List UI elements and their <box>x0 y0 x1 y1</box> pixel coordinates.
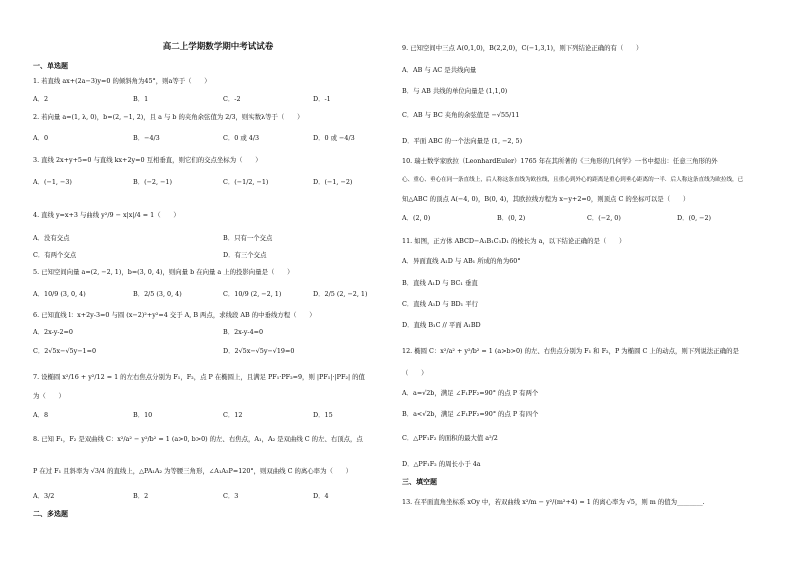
q7-option-a: A．8 <box>33 411 49 419</box>
q11-option-c: C．直线 A₁D 与 BD₁ 平行 <box>402 300 479 308</box>
q5-option-b: B．2/5 (3, 0, 4) <box>133 290 182 298</box>
q9-option-b: B．与 AB 共线的单位向量是 (1,1,0) <box>402 87 508 95</box>
question-9: 9. 已知空间中三点 A(0,1,0)，B(2,2,0)，C(−1,3,1)，则下列结论正确的有（ ） <box>402 44 643 52</box>
question-12-cont: （ ） <box>402 369 428 377</box>
question-3: 3. 直线 2x+y+5=0 与直线 kx+2y=0 互相垂直，则它们的交点坐标为（ ） <box>33 156 262 164</box>
q8-option-d: D．4 <box>313 492 329 500</box>
question-13: 13. 在平面直角坐标系 xOy 中，若双曲线 x²/m − y²/(m²+4) = 1 的离心率为 √5，则 m 的值为________. <box>402 498 705 506</box>
q3-option-b: B．(−2, −1) <box>133 178 172 186</box>
q2-option-c: C．0 或 4/3 <box>223 134 260 142</box>
section-single-choice: 一、单选题 <box>33 61 68 70</box>
q12-option-d: D．△PF₁F₂ 的周长小于 4a <box>402 460 481 468</box>
question-1: 1. 若直线 ax+(2a−3)y=0 的倾斜角为45°，则a等于（ ） <box>33 77 211 85</box>
q10-option-b: B．(0, 2) <box>497 214 526 222</box>
q2-option-b: B．−4/3 <box>133 134 160 142</box>
q4-option-c: C．有两个交点 <box>33 251 77 259</box>
q7-option-b: B．10 <box>133 411 153 419</box>
q12-option-b: B．a<√2b，满足 ∠F₁PF₂=90° 的点 P 有四个 <box>402 410 539 418</box>
question-8-cont: P 在过 F₁ 且斜率为 √3/4 的直线上，△PA₁A₂ 为等腰三角形，∠A₁A₂P=120°，则双曲线 C 的离心率为（ ） <box>33 467 353 475</box>
q11-option-b: B．直线 A₁D 与 BC₁ 垂直 <box>402 279 478 287</box>
q2-option-a: A．0 <box>33 134 49 142</box>
question-2: 2. 若向量 a=(1, λ, 0)，b=(2, −1, 2)，且 a 与 b 的夹角余弦值为 2/3，则实数λ等于（ ） <box>33 113 304 121</box>
q1-option-c: C．-2 <box>223 95 241 103</box>
q12-option-c: C．△PF₁F₂ 的面积的最大值 a²/2 <box>402 434 498 442</box>
q4-option-d: D．有三个交点 <box>223 251 267 259</box>
q6-option-d: D．2√5x−√5y−√19=0 <box>223 347 295 355</box>
q7-option-c: C．12 <box>223 411 243 419</box>
q11-option-a: A．异面直线 A₁D 与 AB₁ 所成的角为60° <box>402 257 521 265</box>
q4-option-b: B．只有一个交点 <box>223 234 273 242</box>
q8-option-a: A．3/2 <box>33 492 55 500</box>
q2-option-d: D．0 或 −4/3 <box>313 134 355 142</box>
question-10: 10. 瑞士数学家欧拉（LeonhardEuler）1765 年在其所著的《三角形的几何学》一书中提出：任意三角形的外 <box>402 157 718 165</box>
question-4: 4. 直线 y=x+3 与曲线 y²/9 − x|x|/4 = 1（ ） <box>33 211 180 219</box>
q8-option-b: B．2 <box>133 492 149 500</box>
q9-option-c: C．AB 与 BC 夹角的余弦值是 −√55/11 <box>402 111 520 119</box>
q6-option-a: A．2x-y-2=0 <box>33 328 73 336</box>
q10-option-c: C．(−2, 0) <box>587 214 621 222</box>
q9-option-a: A．AB 与 AC 是共线向量 <box>402 66 477 74</box>
q4-option-a: A．没有交点 <box>33 234 70 242</box>
q3-option-c: C．(−1/2, −1) <box>223 178 269 186</box>
q10-option-a: A．(2, 0) <box>402 214 431 222</box>
q7-option-d: D．15 <box>313 411 333 419</box>
q8-option-c: C．3 <box>223 492 239 500</box>
q5-option-d: D．2/5 (2, −2, 1) <box>313 290 368 298</box>
question-12: 12. 椭圆 C：x²/a² + y²/b² = 1 (a>b>0) 的左、右焦点分别为 F₁ 和 F₂，P 为椭圆 C 上的动点，则下列说法正确的是 <box>402 347 739 355</box>
q11-option-d: D．直线 B₁C // 平面 A₁BD <box>402 321 481 329</box>
section-multiple-choice: 二、多选题 <box>33 509 68 518</box>
section-fill-in: 三、填空题 <box>402 477 437 486</box>
question-11: 11. 如图，正方体 ABCD−A₁B₁C₁D₁ 的棱长为 a，以下结论正确的是（ ） <box>402 237 626 245</box>
q1-option-a: A．2 <box>33 95 49 103</box>
question-10-cont: 心、重心、垂心在同一条直线上，后人称这条直线为欧拉线，且重心到外心的距离是重心到垂心距离的一半．后人称这条直线为欧拉线，已 <box>402 177 744 183</box>
question-7-cont: 为（ ） <box>33 392 65 400</box>
question-10-cont2: 知△ABC 的顶点 A(−4, 0)，B(0, 4)，其欧拉线方程为 x−y+2=0，则顶点 C 的坐标可以是（ ） <box>402 195 690 203</box>
q5-option-c: C．10/9 (2, −2, 1) <box>223 290 282 298</box>
q10-option-d: D．(0, −2) <box>677 214 712 222</box>
question-5: 5. 已知空间向量 a=(2, −2, 1)，b=(3, 0, 4)，则向量 b 在向量 a 上的投影向量是（ ） <box>33 268 294 276</box>
q3-option-d: D．(−1, −2) <box>313 178 353 186</box>
q3-option-a: A．(−1, −3) <box>33 178 72 186</box>
q1-option-b: B．1 <box>133 95 149 103</box>
q5-option-a: A．10/9 (3, 0, 4) <box>33 290 86 298</box>
q6-option-b: B．2x-y-4=0 <box>223 328 264 336</box>
q12-option-a: A．a=√2b，满足 ∠F₁PF₂=90° 的点 P 有两个 <box>402 389 539 397</box>
question-6: 6. 已知直线 l：x+2y-3=0 与圆 (x−2)²+y²=4 交于 A, B 两点，求线段 AB 的中垂线方程（ ） <box>33 311 316 319</box>
q1-option-d: D．-1 <box>313 95 331 103</box>
question-7: 7. 设椭圆 x²/16 + y²/12 = 1 的左右焦点分别为 F₁，F₂，点 P 在椭圆上，且满足 PF₁·PF₂=9，则 |PF₁|·|PF₂| 的值 <box>33 373 365 381</box>
q6-option-c: C．2√5x−√5y−1=0 <box>33 347 97 355</box>
page-title: 高二上学期数学期中考试试卷 <box>162 42 274 52</box>
q9-option-d: D．平面 ABC 的一个法向量是 (1, −2, 5) <box>402 137 523 145</box>
question-8: 8. 已知 F₁，F₂ 是双曲线 C：x²/a² − y²/b² = 1 (a>0, b>0) 的左、右焦点，A₁，A₂ 是双曲线 C 的左、右顶点，点 <box>33 435 363 443</box>
